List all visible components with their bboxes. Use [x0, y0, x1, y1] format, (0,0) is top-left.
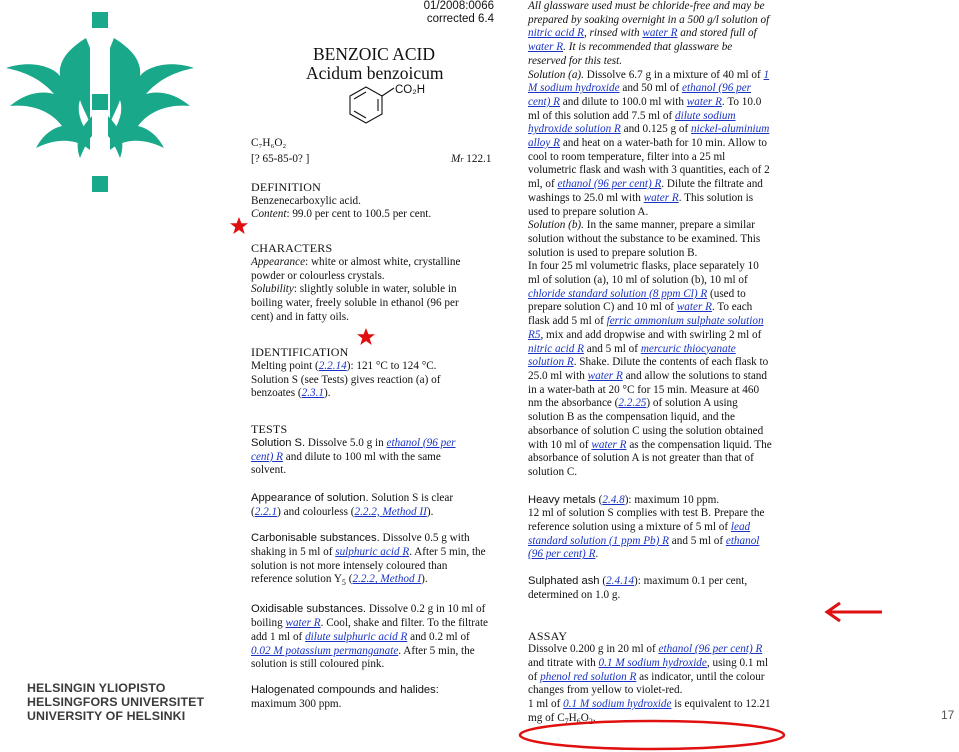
- carbonisable-substances: Carbonisable substances. Dissolve 0.5 g with shaking in 5 ml of sulphuric acid R. After 5 min, the solution is not more intensely coloured than reference solution $Y_5$ (2.2.2, Method I).: [251, 532, 486, 588]
- link-ferric-ammonium-sulphate[interactable]: ferric ammonium sulphate solution R5: [528, 315, 764, 341]
- link-2-2-25[interactable]: 2.2.25: [618, 397, 647, 410]
- link-lead-standard[interactable]: lead standard solution (1 ppm Pb) R: [528, 521, 751, 547]
- link-ethanol[interactable]: ethanol (96 per cent) R: [658, 643, 763, 656]
- university-name-sv: HELSINGFORS UNIVERSITET: [27, 695, 205, 709]
- university-name-en: UNIVERSITY OF HELSINKI: [27, 709, 186, 723]
- halogenated-limit: maximum 300 ppm.: [251, 697, 342, 710]
- left-column: C₇H₆O₂ [? 65-85-0? ] Mr 122.1 DEFINITION Benzenecarboxylic acid. Content: 99.0 per cent to 100.5 per cent. CHARACTERS Appearance: white or almost white, crystalline powder or colourless crystals. Solubility: slightly soluble in water, soluble in boiling water, freely soluble in ethanol (96 per cent) and in fatty oils. IDENTIFICATION Melting point (2.2.14): 121 °C to 124 °C. Solution S (see Tests) gives reaction (a) of benzoates (2.3.1). TESTS Solution S. Dissolve 5.0 g in ethanol (96 per cent) R and dilute to 100 ml with the same solvent. Appearance of solution. Solution S is clear (2.2.1) and colourless (2.2.2, Method II). Carbonisable substances. Dissolve 0.5 g with shaking in 5 ml of sulphuric acid R. After 5 min, the solution is not more intensely coloured than reference solution $Y_5$ (2.2.2, Method I). Oxidisable substances. Dissolve 0.2 g in 10 ml of boiling water R. Cool, shake and filter. To the filtrate add 1 ml of dilute sulphuric acid R and 0.2 ml of 0.02 M potassium permanganate. After 5 min, the solution is still coloured pink. Halogenated compounds and halides: maximum 300 ppm.: [251, 137, 496, 711]
- document-reference: [421, 0, 494, 26]
- link-mercuric-thiocyanate[interactable]: mercuric thiocyanate solution R: [528, 342, 736, 369]
- solution-b: Solution (b). In the same manner, prepare a similar solution without the substance to be examined. This solution is used to prepare solution B.: [528, 219, 761, 259]
- link-water[interactable]: water R: [587, 369, 623, 382]
- link-sodium-hydroxide[interactable]: 0.1 M sodium hydroxide: [598, 656, 707, 669]
- heavy-metals-procedure: 12 ml of solution S complies with test B. Prepare the reference solution using a mixture of 5 ml of lead standard solution (1 ppm Pb) R and 5 ml of ethanol (96 per cent) R.: [528, 507, 765, 561]
- content-label: Content: [251, 208, 287, 221]
- link-nickel-aluminium-alloy[interactable]: nickel-aluminium alloy R: [528, 123, 770, 150]
- monograph-title: [306, 44, 444, 83]
- link-water[interactable]: water R: [285, 617, 321, 630]
- halogenated-compounds: Halogenated compounds and halides:: [251, 683, 439, 696]
- mr-value: 122.1: [466, 153, 492, 165]
- link-nitric-acid[interactable]: nitric acid R: [528, 27, 584, 40]
- link-sodium-hydroxide[interactable]: 1 M sodium hydroxide: [528, 68, 770, 95]
- link-potassium-permanganate[interactable]: 0.02 M potassium permanganate: [251, 644, 399, 657]
- title-en: BENZOIC ACID: [313, 44, 436, 64]
- star-icon: [229, 216, 249, 236]
- heavy-metals: Heavy metals (2.4.8): maximum 10 ppm.: [528, 493, 720, 506]
- link-chloride-standard[interactable]: chloride standard solution (8 ppm Cl) R: [528, 287, 708, 300]
- link-2-4-14[interactable]: 2.4.14: [606, 575, 635, 588]
- solution-a: Solution (a). Dissolve 6.7 g in a mixture of 40 ml of 1 M sodium hydroxide and 50 ml of ethanol (96 per cent) R and dilute to 100.0 ml with water R. To 10.0 ml of this solution add 7.5 ml of dilute sodium hydroxide solution R and 0.125 g of nickel-aluminium alloy R and heat on a water-bath for 10 min. Allow to cool to room temperature, filter into a 25 ml volumetric flask and wash with 3 quantities, each of 2 ml, of ethanol (96 per cent) R. Dilute the filtrate and washings to 25.0 ml with water R. This solution is used to prepare solution A.: [528, 68, 770, 218]
- university-logo: [0, 8, 205, 198]
- link-2-2-2-method-ii[interactable]: 2.2.2, Method II: [354, 505, 427, 518]
- link-water[interactable]: water R: [643, 191, 679, 204]
- link-water[interactable]: water R: [591, 438, 627, 451]
- link-2-2-14[interactable]: 2.2.14: [318, 360, 347, 373]
- mr-label: M: [451, 153, 461, 165]
- link-2-2-1[interactable]: 2.2.1: [254, 505, 278, 518]
- right-column: [528, 0, 773, 729]
- structure-diagram: [330, 80, 440, 138]
- link-water[interactable]: water R: [642, 27, 678, 40]
- title-latin: Acidum benzoicum: [306, 63, 444, 83]
- link-ethanol[interactable]: ethanol (96 per cent) R: [528, 82, 752, 108]
- link-sulphuric-acid[interactable]: sulphuric acid R: [335, 546, 410, 559]
- link-sodium-hydroxide[interactable]: 0.1 M sodium hydroxide: [563, 698, 672, 711]
- link-nitric-acid[interactable]: nitric acid R: [528, 342, 584, 355]
- assay-procedure: Dissolve 0.200 g in 20 ml of ethanol (96 per cent) R and titrate with 0.1 M sodium hydroxide, using 0.1 ml of phenol red solution R as indicator, until the colour changes from yellow to violet-red.: [528, 643, 769, 697]
- link-water[interactable]: water R: [686, 95, 722, 108]
- page-number: 17: [941, 708, 955, 722]
- appearance-spec: Appearance: white or almost white, crystalline powder or colourless crystals.: [251, 255, 461, 282]
- content-spec: Content: 99.0 per cent to 100.5 per cent.: [251, 208, 432, 221]
- structure-label: CO₂H: [395, 84, 426, 96]
- link-ethanol[interactable]: ethanol (96 per cent) R: [251, 436, 456, 463]
- star-icon: [356, 327, 376, 347]
- identification-reaction: Solution S (see Tests) gives reaction (a) of benzoates (2.3.1).: [251, 373, 441, 400]
- link-dilute-sulphuric-acid[interactable]: dilute sulphuric acid R: [305, 630, 408, 643]
- highlight-ellipse: [517, 716, 787, 752]
- cas-number: [? 65-85-0? ]: [251, 153, 310, 165]
- solution-s: Solution S. Dissolve 5.0 g in ethanol (96 per cent) R and dilute to 100 ml with the same solvent.: [251, 436, 456, 477]
- flask-procedure: In four 25 ml volumetric flasks, place separately 10 ml of solution (a), 10 ml of solution (b), 10 ml of chloride standard solution (8 ppm Cl) R (used to prepare solution C) and 10 ml of water R. To each flask add 5 ml of ferric ammonium sulphate solution R5, mix and add dropwise and with swirling 2 ml of nitric acid R and 5 ml of mercuric thiocyanate solution R. Shake. Dilute the contents of each flask to 25.0 ml with water R and allow the solutions to stand in a water-bath at 20 °C for 15 min. Measure at 460 nm the absorbance (2.2.25) of solution A using solution B as the compensation liquid, and the absorbance of solution C using the solution obtained with 10 ml of water R as the compensation liquid. The absorbance of solution A is not greater than that of solution C.: [528, 260, 772, 478]
- link-ethanol[interactable]: ethanol (96 per cent) R: [528, 534, 760, 561]
- link-ethanol[interactable]: ethanol (96 per cent) R: [557, 178, 662, 191]
- appearance-of-solution: Appearance of solution. Solution S is clear (2.2.1) and colourless (2.2.2, Method II).: [251, 491, 454, 518]
- link-water[interactable]: water R: [528, 41, 564, 54]
- sulphated-ash: Sulphated ash (2.4.14): maximum 0.1 per cent, determined on 1.0 g.: [528, 575, 748, 601]
- link-2-4-8[interactable]: 2.4.8: [602, 493, 625, 506]
- link-phenol-red[interactable]: phenol red solution R: [540, 670, 637, 683]
- correction-note: corrected 6.4: [426, 13, 494, 25]
- characters-heading: CHARACTERS: [251, 241, 333, 256]
- melting-point: Melting point (2.2.14): 121 °C to 124 °C.: [251, 360, 437, 373]
- link-water[interactable]: water R: [676, 301, 712, 314]
- identification-heading: IDENTIFICATION: [251, 345, 349, 360]
- glassware-note: All glassware used must be chloride-free and may be prepared by soaking overnight in a 500 g/l solution of nitric acid R, rinsed with water R and stored full of water R. It is recommended that glassware be reserved for this test.: [528, 0, 770, 67]
- definition-text: Benzenecarboxylic acid.: [251, 194, 361, 207]
- assay-equivalence: 1 ml of 0.1 M sodium hydroxide is equivalent to 12.21 mg of $C_7H_6O_2$.: [528, 698, 771, 726]
- link-dilute-sodium-hydroxide[interactable]: dilute sodium hydroxide solution R: [528, 109, 736, 136]
- assay-heading: ASSAY: [528, 628, 568, 643]
- solubility-spec: Solubility: slightly soluble in water, soluble in boiling water, freely soluble in ethanol (96 per cent) and in fatty oils.: [251, 283, 459, 323]
- tests-heading: TESTS: [251, 422, 288, 437]
- link-2-3-1[interactable]: 2.3.1: [301, 387, 325, 400]
- arrow-left-icon: [822, 600, 884, 624]
- link-2-2-2-method-i[interactable]: 2.2.2, Method I: [352, 573, 422, 586]
- university-name-fi: HELSINGIN YLIOPISTO: [27, 681, 166, 695]
- oxidisable-substances: Oxidisable substances. Dissolve 0.2 g in 10 ml of boiling water R. Cool, shake and filter. To the filtrate add 1 ml of dilute sulphuric acid R and 0.2 ml of 0.02 M potassium permanganate. After 5 min, the solution is still coloured pink.: [251, 603, 489, 671]
- university-name: [27, 681, 204, 723]
- molecular-formula: C₇H₆O₂: [251, 137, 287, 149]
- definition-heading: DEFINITION: [251, 180, 321, 194]
- reference-number: 01/2008:0066: [423, 0, 494, 12]
